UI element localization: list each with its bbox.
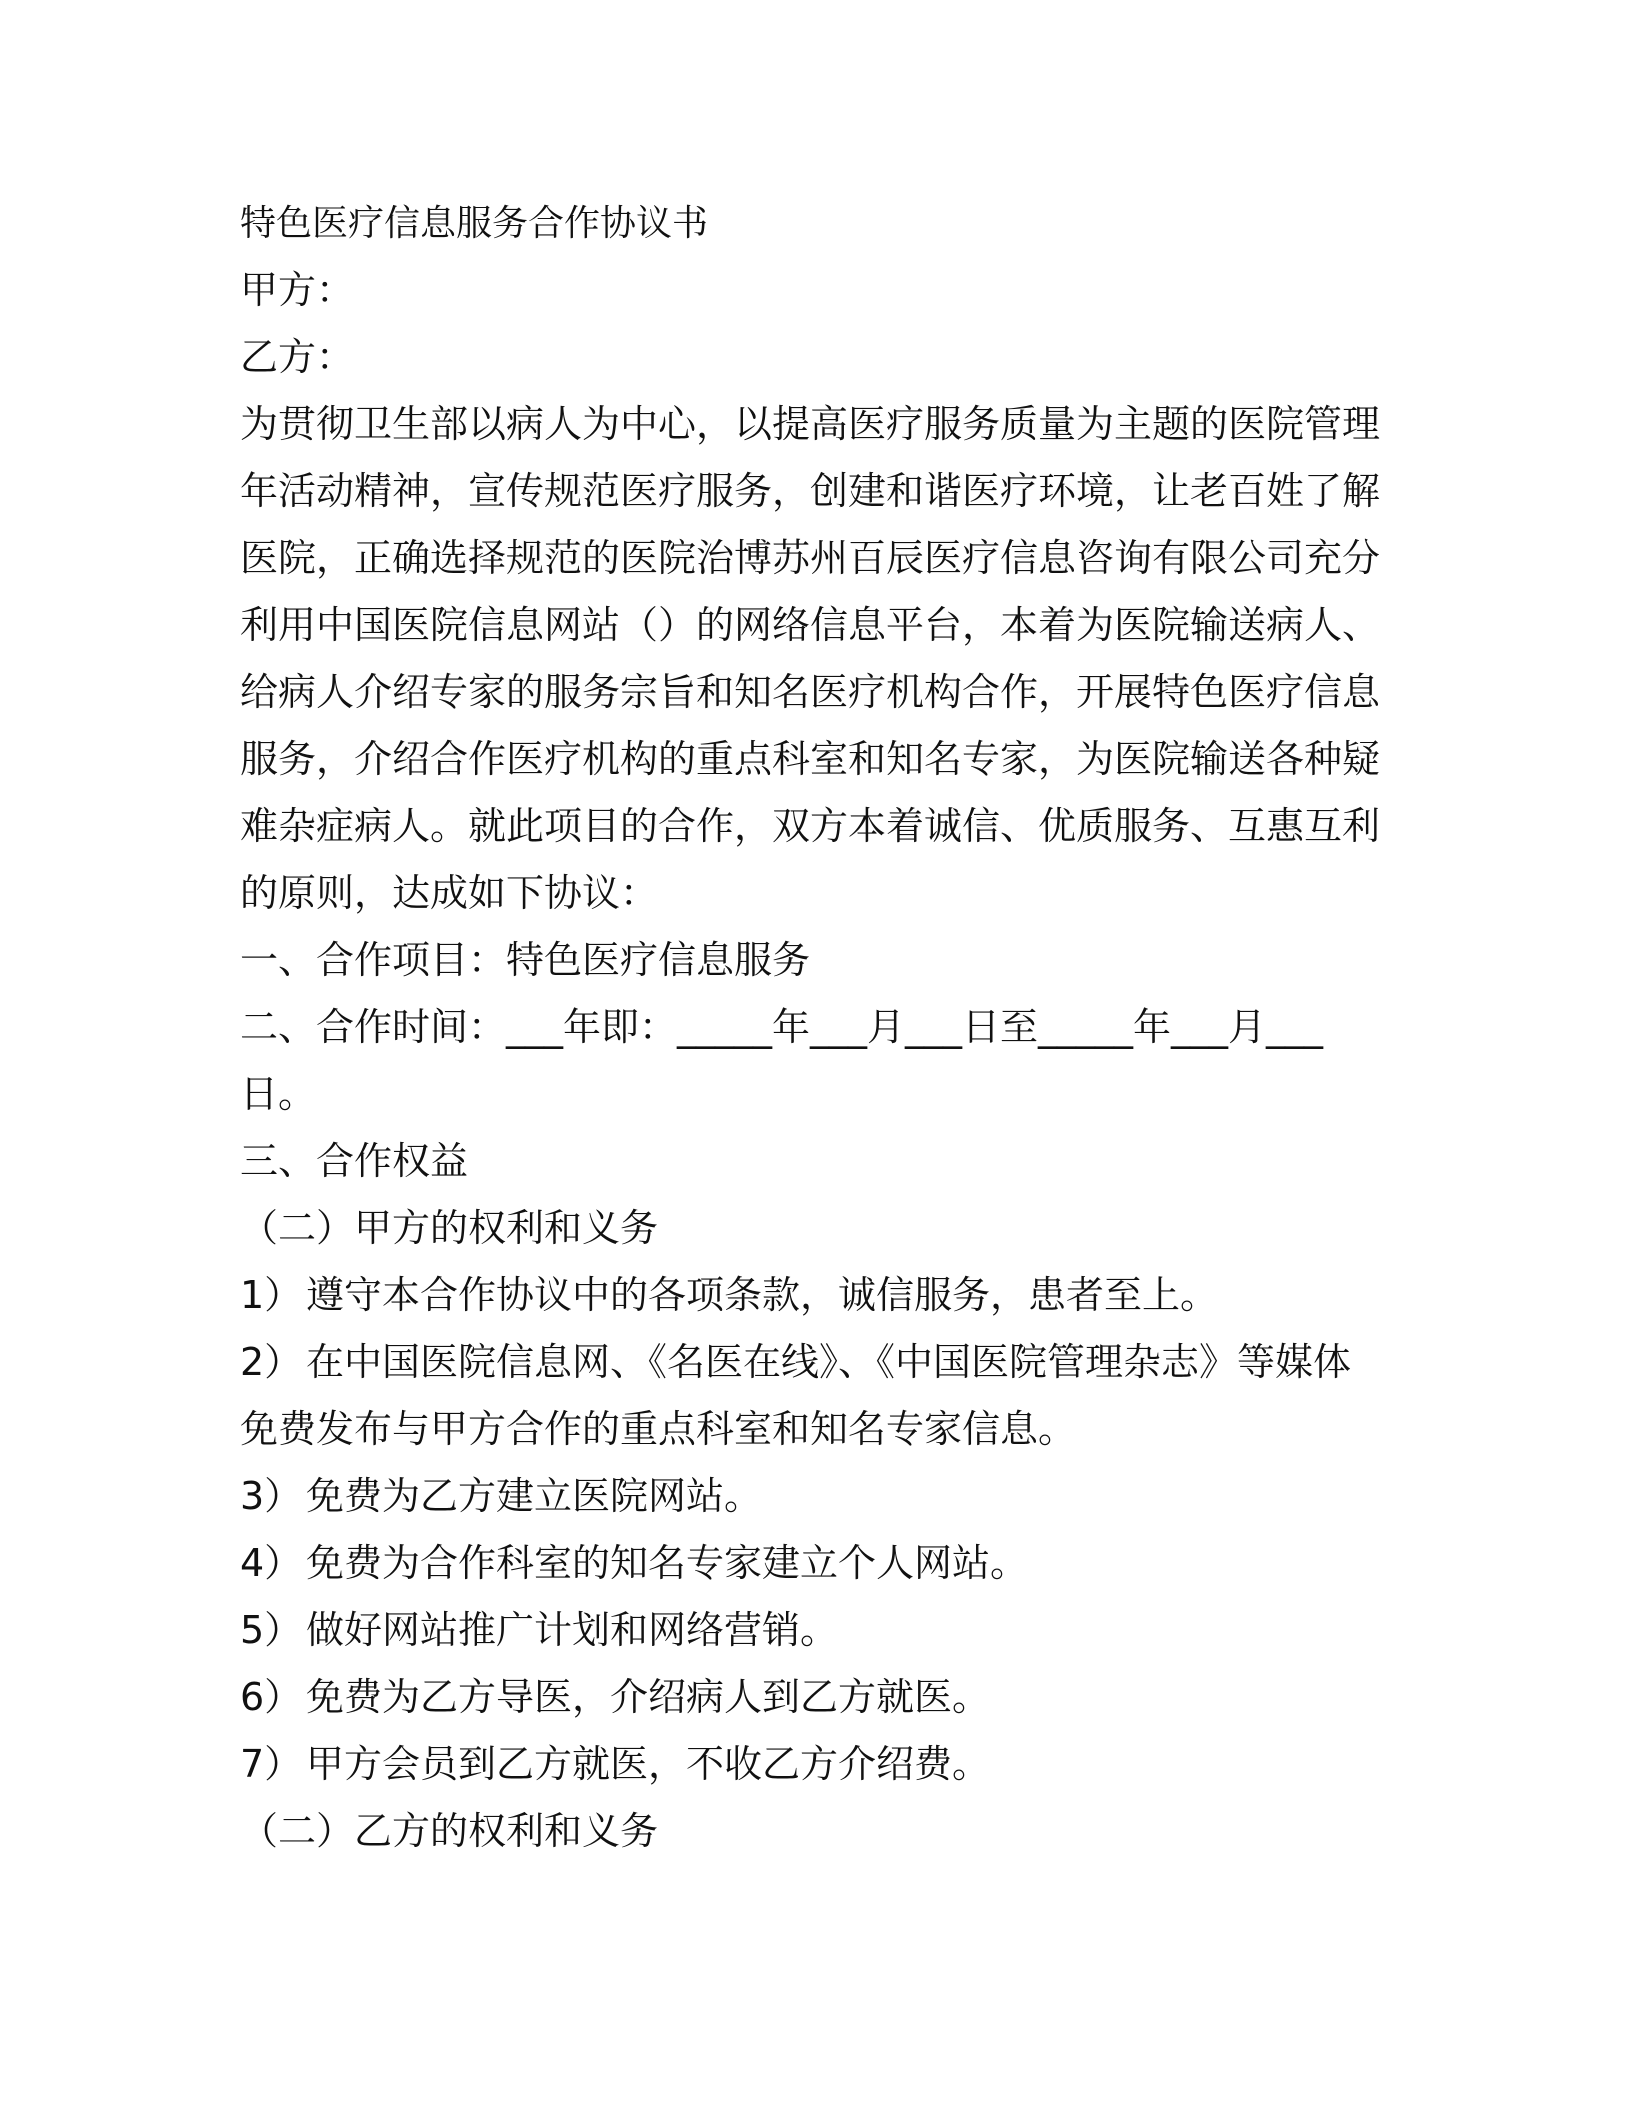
intro-line: 难杂症病人。就此项目的合作，双方本着诚信、优质服务、互惠互利 (240, 804, 1381, 848)
document-title: 特色医疗信息服务合作协议书 (240, 203, 709, 244)
list-item-text: 遵守本合作协议中的各项条款，诚信服务，患者至上。 (306, 1273, 1219, 1317)
list-item-text: 甲方会员到乙方就医，不收乙方介绍费。 (306, 1742, 991, 1786)
list-item (240, 1731, 1400, 1798)
list-item-number: 7） (240, 1742, 303, 1786)
intro-line: 医院，正确选择规范的医院治博苏州百辰医疗信息咨询有限公司充分 (240, 536, 1381, 580)
subsection-party-b-rights: （二）乙方的权利和义务 (240, 1809, 659, 1853)
intro-line: 利用中国医院信息网站（）的网络信息平台，本着为医院输送病人、 (240, 603, 1381, 647)
list-item-number: 4） (240, 1541, 303, 1585)
list-item-text: 做好网站推广计划和网络营销。 (306, 1608, 839, 1652)
list-item (240, 1530, 1400, 1597)
party-a-label: 甲方： (240, 268, 355, 312)
list-item-number: 1） (240, 1273, 303, 1317)
list-item (240, 1664, 1400, 1731)
list-item (240, 1597, 1400, 1664)
section-cooperation-time-cont: 日。 (240, 1072, 317, 1116)
list-item-text: 免费为乙方建立医院网站。 (306, 1474, 763, 1518)
list-item (240, 1463, 1400, 1530)
list-item-number: 3） (240, 1474, 303, 1518)
document-page (240, 190, 1400, 1865)
party-a-duties-list (240, 1262, 1400, 1798)
intro-line: 服务，介绍合作医疗机构的重点科室和知名专家，为医院输送各种疑 (240, 737, 1381, 781)
intro-line: 年活动精神，宣传规范医疗服务，创建和谐医疗环境，让老百姓了解 (240, 469, 1381, 513)
list-item-number: 5） (240, 1608, 303, 1652)
list-item-number: 2） (240, 1340, 303, 1384)
list-item-continuation: 免费发布与甲方合作的重点科室和知名专家信息。 (240, 1407, 1077, 1451)
section-cooperation-rights: 三、合作权益 (240, 1139, 469, 1183)
intro-line: 的原则，达成如下协议： (240, 871, 659, 915)
intro-line: 为贯彻卫生部以病人为中心，以提高医疗服务质量为主题的医院管理 (240, 402, 1381, 446)
section-cooperation-time: 二、合作时间：___年即：_____年___月___日至_____年___月___ (240, 1005, 1324, 1049)
party-b-label: 乙方： (240, 335, 355, 379)
list-item-text: 在中国医院信息网、《名医在线》、《中国医院管理杂志》等媒体 (306, 1340, 1352, 1384)
list-item (240, 1329, 1400, 1396)
list-item-number: 6） (240, 1675, 303, 1719)
intro-line: 给病人介绍专家的服务宗旨和知名医疗机构合作，开展特色医疗信息 (240, 670, 1381, 714)
subsection-party-a-rights: （二）甲方的权利和义务 (240, 1206, 659, 1250)
section-cooperation-project: 一、合作项目：特色医疗信息服务 (240, 938, 811, 982)
list-item-text: 免费为乙方导医，介绍病人到乙方就医。 (306, 1675, 991, 1719)
intro-paragraph (240, 391, 1400, 927)
list-item (240, 1262, 1400, 1329)
list-item-text: 免费为合作科室的知名专家建立个人网站。 (306, 1541, 1029, 1585)
